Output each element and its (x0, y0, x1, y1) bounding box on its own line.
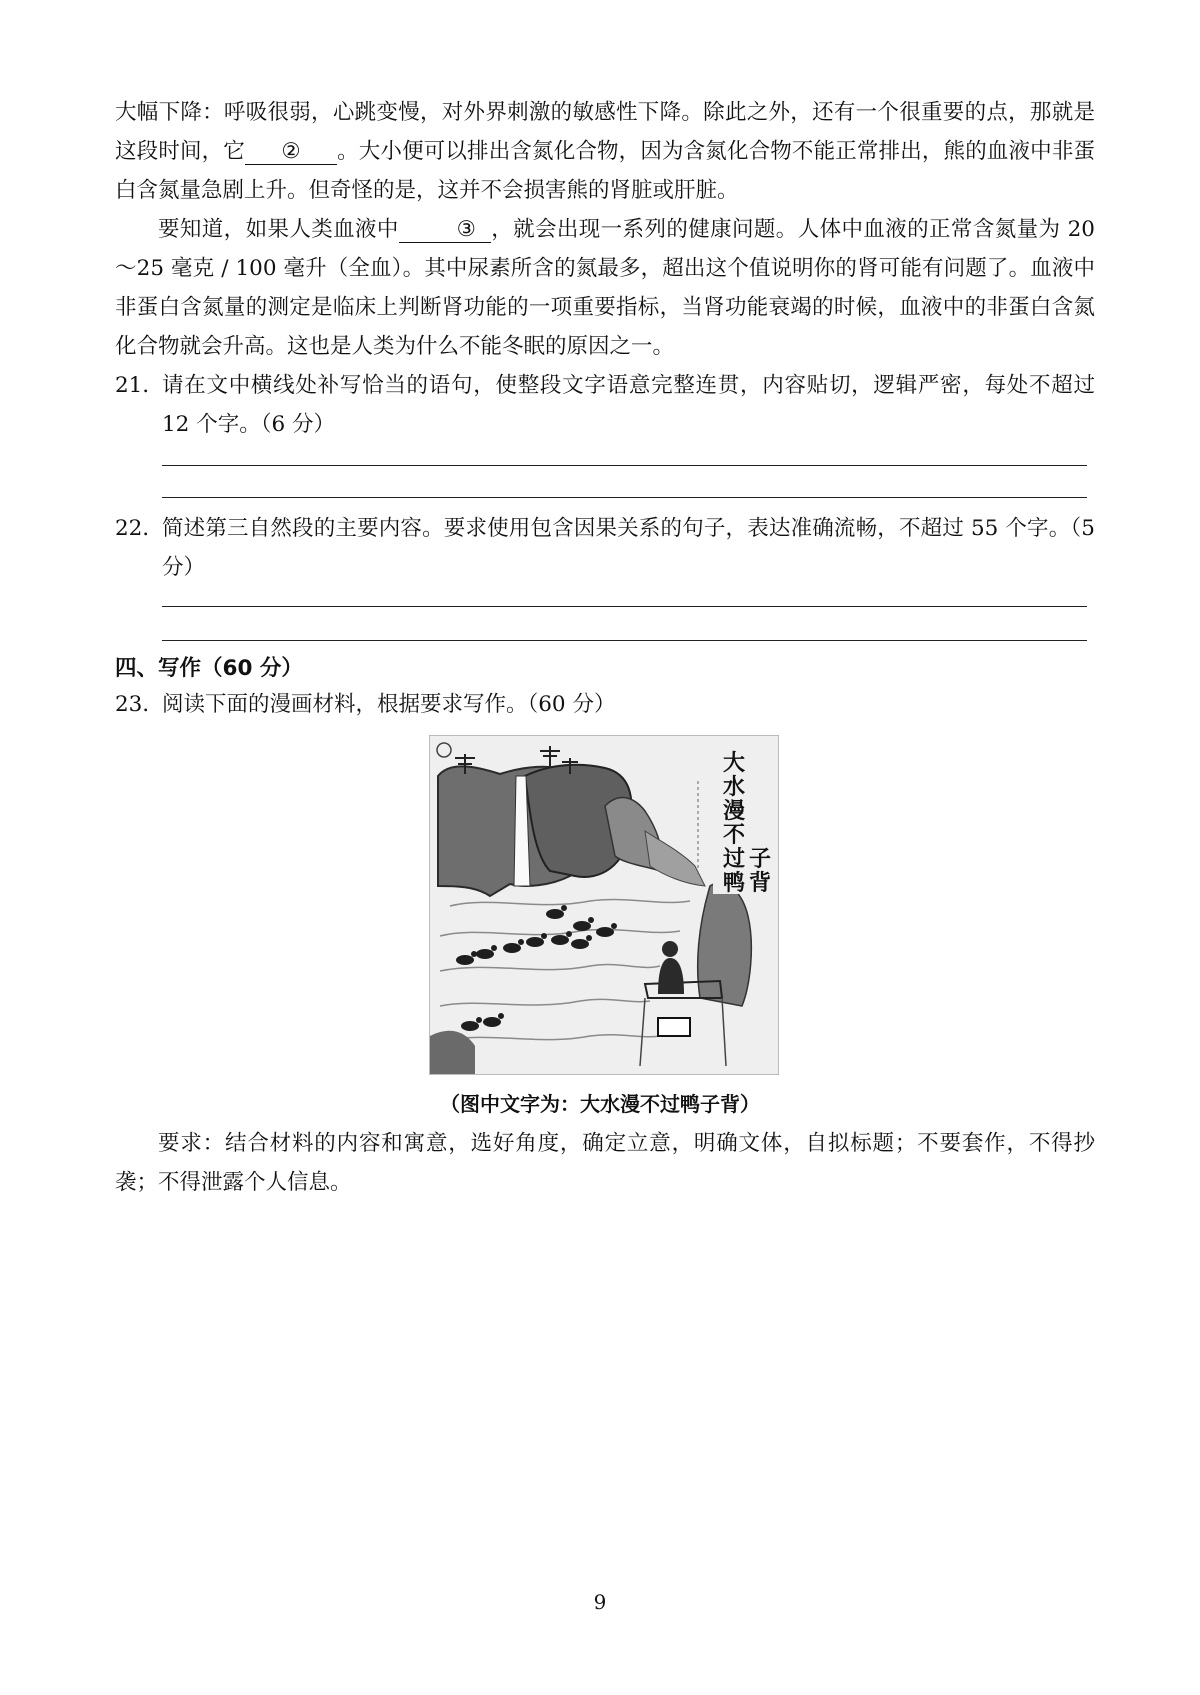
passage-p2-text-b: ，就会出现一系列的健康问题。人体中血液的正常含氮量为 20～25 毫克 / 100 毫升（全血）。其中尿素所含的氮最多，超出这个值说明你的肾可能有问题了。血液中非蛋白含氮量的测定是临床上判断肾功能的一项重要指标，当肾功能衰竭的时候，血液中的非蛋白含氮化合物就会升高。这也是人类为什么不能冬眠的原因之一。 (115, 217, 1095, 359)
ink-painting-illustration (430, 736, 778, 1074)
blank-3: ③ (399, 218, 491, 243)
passage-paragraph-2 (115, 210, 1095, 366)
svg-text:不: 不 (722, 822, 746, 848)
svg-text:水: 水 (722, 774, 746, 800)
passage-p1-text-b: 。大小便可以排出含氮化合物，因为含氮化合物不能正常排出，熊的血液中非蛋白含氮量急剧上升。但奇怪的是，这并不会损害熊的肾脏或肝脏。 (115, 139, 1095, 203)
section-heading-writing: 四、写作（60 分） (115, 656, 303, 681)
page-number: 9 (593, 1590, 607, 1614)
svg-text:子: 子 (748, 846, 772, 872)
passage-p2-text-a: 要知道，如果人类血液中 (158, 217, 399, 242)
writing-requirement: 要求：结合材料的内容和寓意，选好角度，确定立意，明确文体，自拟标题；不要套作，不得抄袭；不得泄露个人信息。 (115, 1131, 1095, 1195)
question-21 (115, 366, 1095, 444)
comic-image (429, 735, 779, 1075)
passage-p1-text-a: 大幅下降：呼吸很弱，心跳变慢，对外界刺激的敏感性下降。除此之外，还有一个很重要的点，那就是这段时间，它 (115, 100, 1095, 164)
passage-paragraph-1 (115, 93, 1095, 210)
svg-text:鸭: 鸭 (722, 870, 746, 896)
answer-line-22-2[interactable] (162, 640, 1087, 641)
svg-text:过: 过 (722, 846, 746, 872)
svg-text:背: 背 (748, 870, 772, 896)
svg-text:大: 大 (722, 750, 746, 776)
answer-line-22-1[interactable] (162, 606, 1087, 607)
question-22 (115, 509, 1095, 587)
answer-line-21-2[interactable] (162, 497, 1087, 498)
question-23-text: 阅读下面的漫画材料，根据要求写作。（60 分） (162, 692, 616, 717)
question-22-text: 简述第三自然段的主要内容。要求使用包含因果关系的句子，表达准确流畅，不超过 55 个字。（5 分） (162, 516, 1095, 580)
question-22-number: 22． (115, 516, 164, 541)
question-23 (115, 685, 1095, 724)
question-21-number: 21． (115, 373, 164, 398)
question-23-number: 23． (115, 692, 164, 717)
answer-line-21-1[interactable] (162, 465, 1087, 466)
figure-caption: （图中文字为：大水漫不过鸭子背） (440, 1092, 760, 1116)
question-21-text: 请在文中横线处补写恰当的语句，使整段文字语意完整连贯，内容贴切，逻辑严密，每处不超过 12 个字。（6 分） (162, 373, 1095, 437)
blank-2: ② (245, 140, 337, 165)
svg-text:漫: 漫 (722, 798, 746, 824)
